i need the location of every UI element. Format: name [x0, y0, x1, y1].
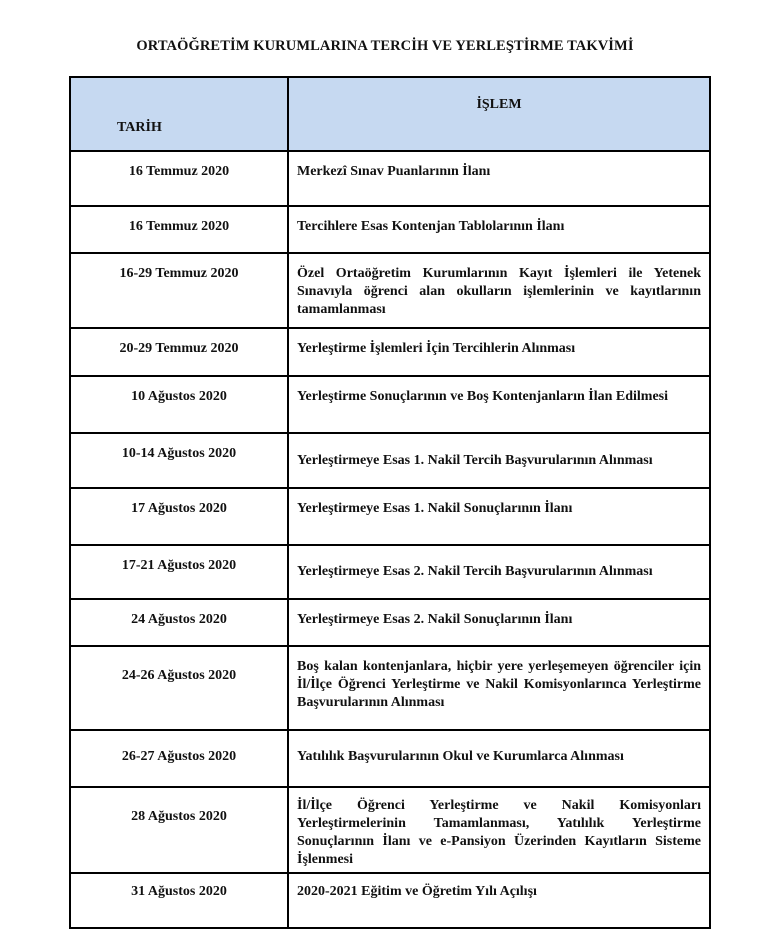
row-date: 16 Temmuz 2020 [70, 206, 288, 253]
row-date: 20-29 Temmuz 2020 [70, 328, 288, 376]
row-action: Özel Ortaöğretim Kurumlarının Kayıt İşlemleri ile Yetenek Sınavıyla öğrenci alan okulların işlemlerinin ve kayıtlarının tamamlanması [288, 253, 710, 328]
row-date: 17-21 Ağustos 2020 [70, 545, 288, 599]
row-action: Yerleştirmeye Esas 2. Nakil Sonuçlarının İlanı [288, 599, 710, 646]
row-date: 10 Ağustos 2020 [70, 376, 288, 433]
table-header-row [70, 77, 710, 151]
row-action: Yerleştirmeye Esas 1. Nakil Sonuçlarının İlanı [288, 488, 710, 545]
row-action: Yatılılık Başvurularının Okul ve Kurumlarca Alınması [288, 730, 710, 787]
row-action: Yerleştirme İşlemleri İçin Tercihlerin Alınması [288, 328, 710, 376]
row-action: 2020-2021 Eğitim ve Öğretim Yılı Açılışı [288, 873, 710, 928]
row-action: Yerleştirme Sonuçlarının ve Boş Kontenjanların İlan Edilmesi [288, 376, 710, 433]
table-row [70, 646, 710, 730]
table-row [70, 253, 710, 328]
table-row [70, 599, 710, 646]
row-date: 24-26 Ağustos 2020 [70, 646, 288, 730]
row-action: Yerleştirmeye Esas 1. Nakil Tercih Başvurularının Alınması [288, 433, 710, 488]
table-row [70, 206, 710, 253]
table-row [70, 488, 710, 545]
row-action: İl/İlçe Öğrenci Yerleştirme ve Nakil Komisyonları Yerleştirmelerinin Tamamlanması, Yatılılık Yerleştirme Sonuçlarının İlanı ve e-Pansiyon Üzerinden Kayıtların Sisteme İşlenmesi [288, 787, 710, 873]
table-row [70, 787, 710, 873]
table-row [70, 873, 710, 928]
row-action: Yerleştirmeye Esas 2. Nakil Tercih Başvurularının Alınması [288, 545, 710, 599]
action-column-header: İŞLEM [288, 77, 710, 151]
row-date: 10-14 Ağustos 2020 [70, 433, 288, 488]
table-row [70, 151, 710, 206]
table-row [70, 328, 710, 376]
schedule-table [69, 76, 711, 929]
row-date: 16-29 Temmuz 2020 [70, 253, 288, 328]
table-row [70, 730, 710, 787]
row-date: 28 Ağustos 2020 [70, 787, 288, 873]
row-date: 31 Ağustos 2020 [70, 873, 288, 928]
row-action: Tercihlere Esas Kontenjan Tablolarının İlanı [288, 206, 710, 253]
row-date: 24 Ağustos 2020 [70, 599, 288, 646]
row-action: Boş kalan kontenjanlara, hiçbir yere yerleşemeyen öğrenciler için İl/İlçe Öğrenci Yerleştirme ve Nakil Komisyonlarınca Yerleştirme Başvurularının Alınması [288, 646, 710, 730]
table-row [70, 433, 710, 488]
row-date: 17 Ağustos 2020 [70, 488, 288, 545]
table-row [70, 545, 710, 599]
date-column-header: TARİH [70, 77, 288, 151]
row-date: 26-27 Ağustos 2020 [70, 730, 288, 787]
row-date: 16 Temmuz 2020 [70, 151, 288, 206]
row-action: Merkezî Sınav Puanlarının İlanı [288, 151, 710, 206]
table-row [70, 376, 710, 433]
document-title: ORTAÖĞRETİM KURUMLARINA TERCİH VE YERLEŞTİRME TAKVİMİ [136, 38, 634, 54]
